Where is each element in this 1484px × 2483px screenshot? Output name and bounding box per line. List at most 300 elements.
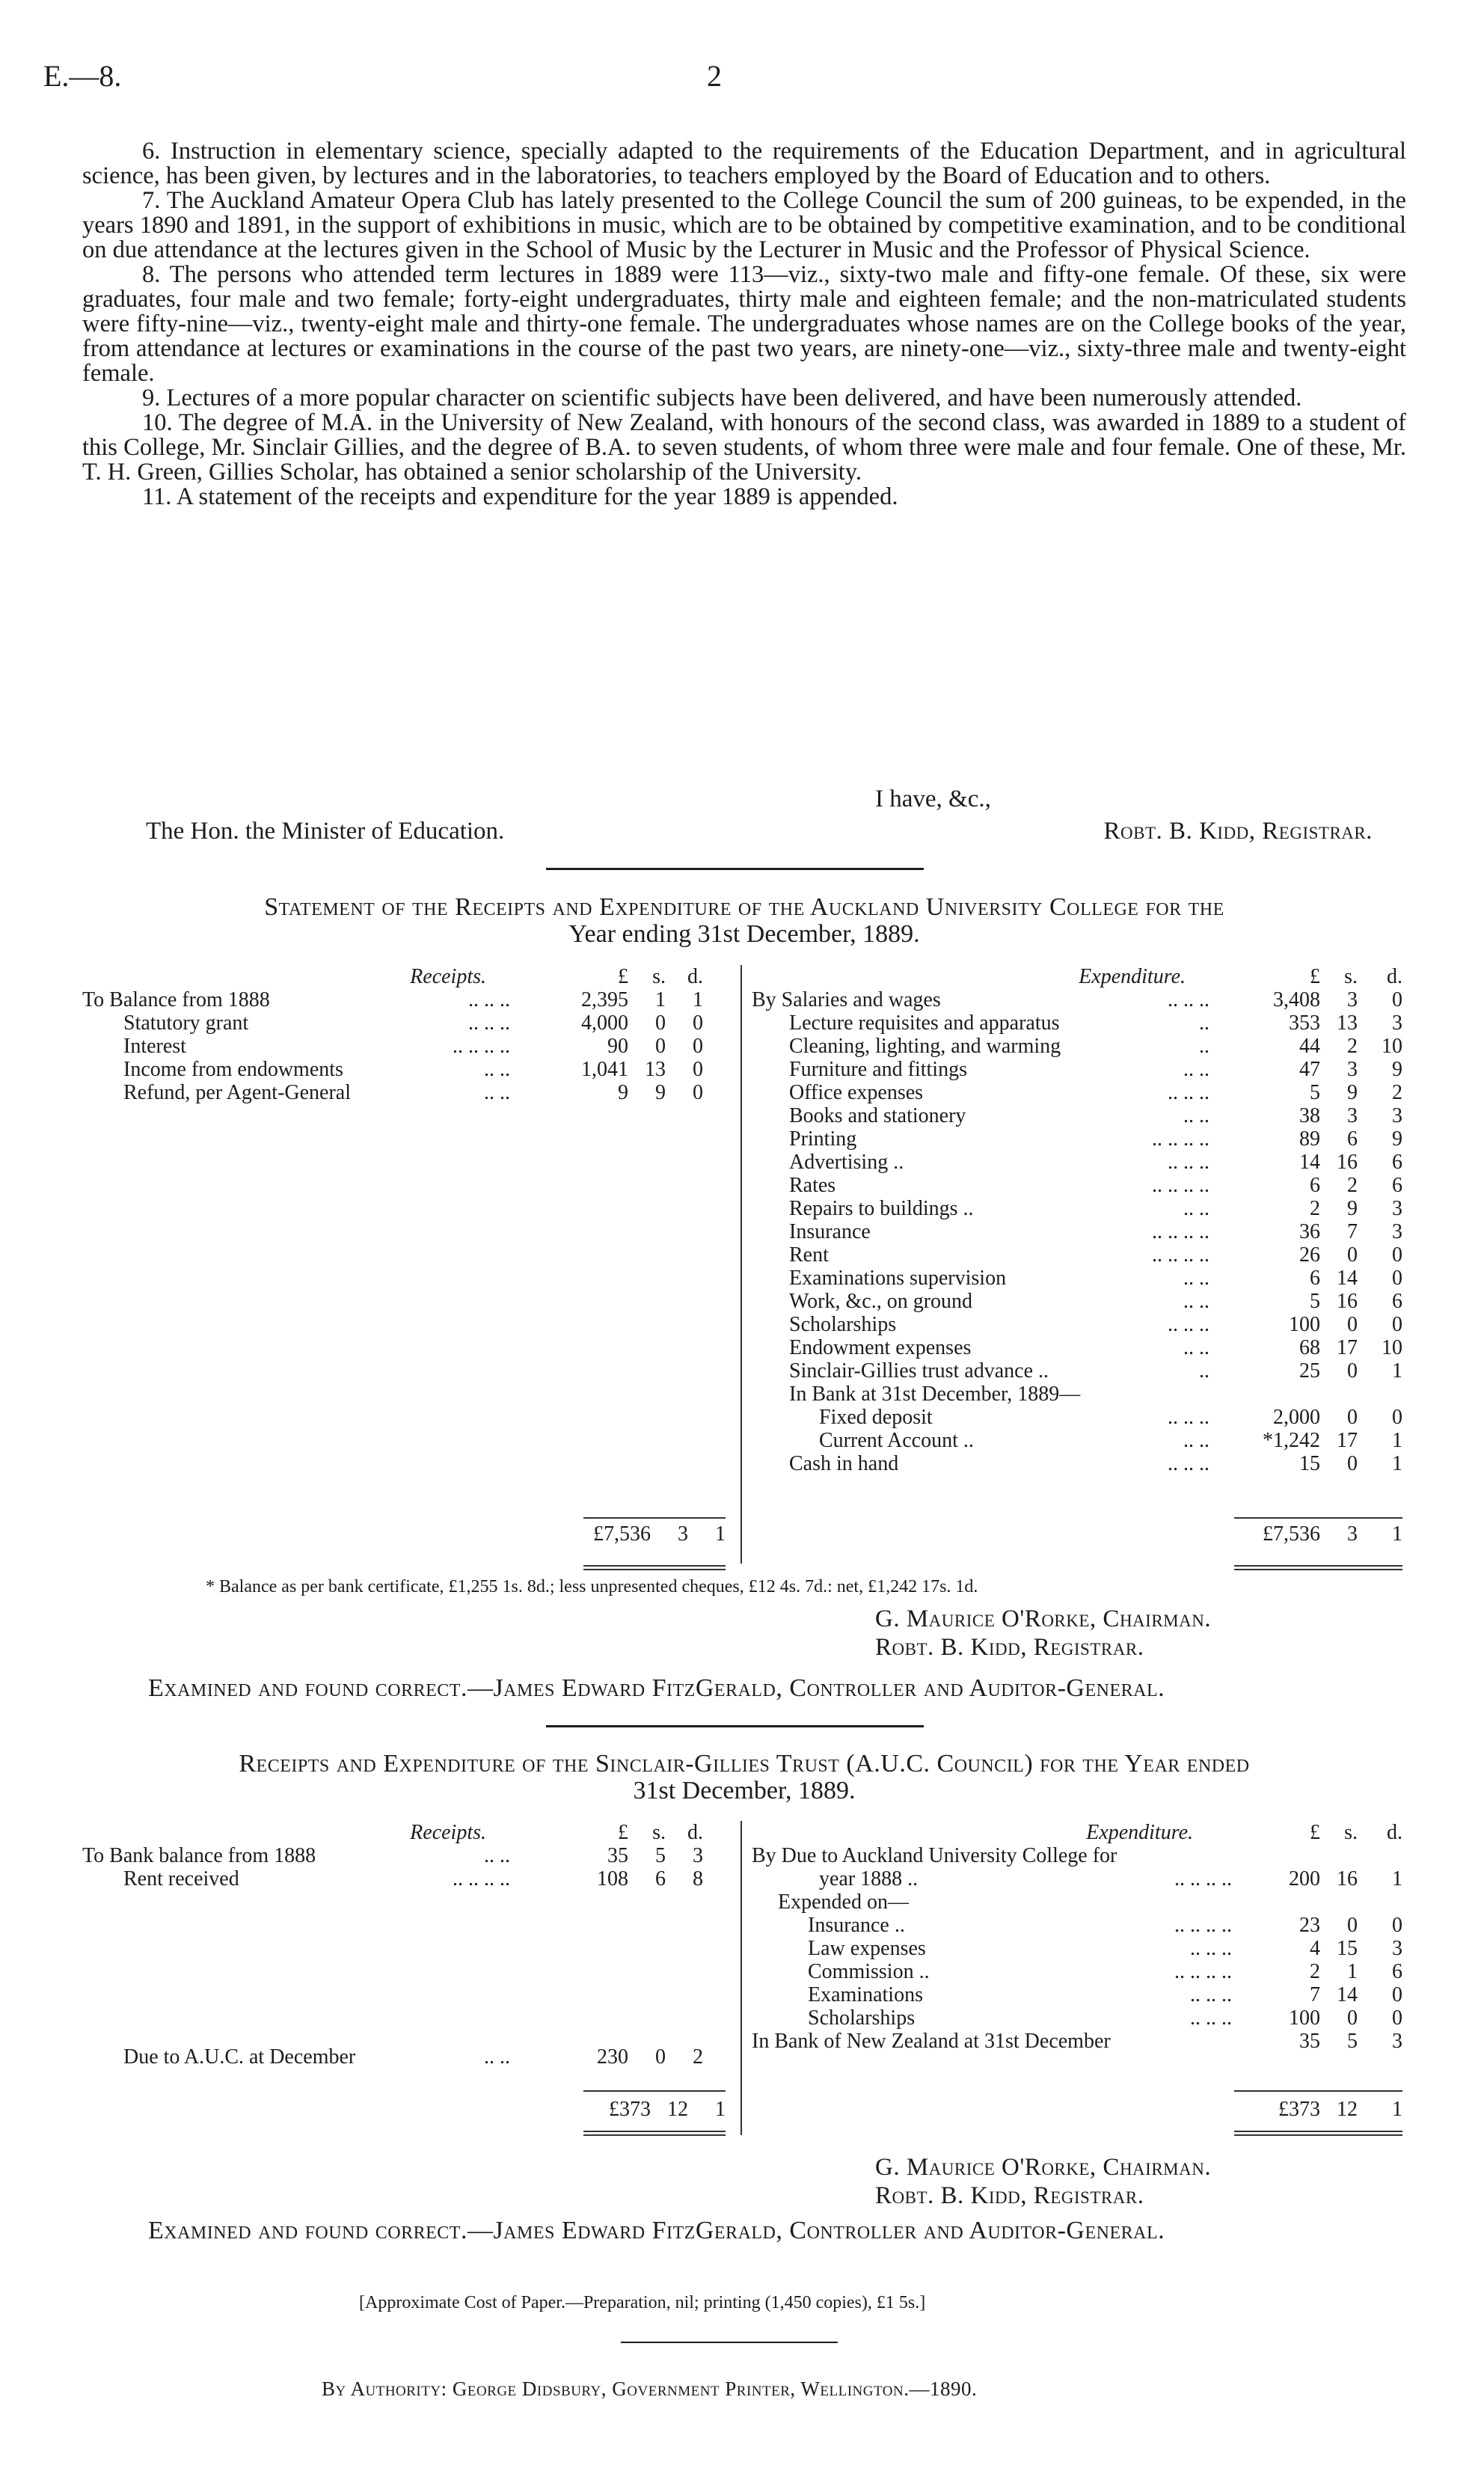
amount-pence: 0 (1392, 1914, 1402, 1937)
row-label: Advertising .. (789, 1151, 904, 1174)
amount-shillings: 5 (1347, 2030, 1358, 2053)
col-pence: d. (1387, 965, 1402, 988)
col-shillings: s. (652, 965, 666, 988)
page-header (0, 58, 1484, 103)
amount-pounds: 25 (1299, 1359, 1320, 1383)
row-label: Income from endowments (123, 1058, 343, 1081)
row-label: Current Account .. (819, 1429, 974, 1452)
amount-pounds: 2 (1310, 1197, 1320, 1220)
footnote: * Balance as per bank certificate, £1,255 1s. 8d.; less unpresented cheques, £12 4s. 7d.: net, £1,242 17s. 1d. (206, 1577, 978, 1596)
printer-imprint: By Authority: George Didsbury, Government Printer, Wellington.—1890. (322, 2378, 978, 2400)
row-label: Books and stationery (789, 1104, 966, 1127)
amount-pence: 3 (1392, 1197, 1402, 1220)
amount-pence: 9 (1392, 1127, 1402, 1151)
table-row (752, 1983, 1402, 2006)
leader-dots: .. .. .. .. (1174, 1960, 1232, 1983)
chairman-signature: G. Maurice O'Rorke, Chairman. (875, 1605, 1212, 1632)
amount-shillings: 1 (1347, 1960, 1358, 1983)
total-shillings: 12 (667, 2098, 688, 2121)
receipts-total (546, 2098, 726, 2122)
col-pence: d. (687, 1821, 703, 1844)
leader-dots: .. .. (1183, 1104, 1209, 1127)
amount-pence: 3 (693, 1844, 703, 1867)
amount-pence: 0 (1392, 988, 1402, 1011)
leader-dots: .. .. .. (1190, 1983, 1232, 2006)
receipts-heading: Receipts. (410, 965, 486, 988)
amount-pence: 1 (1392, 1452, 1402, 1475)
row-label: Fixed deposit (819, 1406, 933, 1429)
section-divider (546, 1725, 924, 1727)
amount-shillings: 6 (1347, 1127, 1358, 1151)
leader-dots: .. .. .. .. (1152, 1220, 1209, 1243)
leader-dots: .. .. (1183, 1267, 1209, 1290)
expenditure-total-rule-bottom-double (1234, 2134, 1402, 2136)
statement2-title-line1: Receipts and Expenditure of the Sinclair-Gillies Trust (A.U.C. Council) for the Year ended (239, 1750, 1250, 1778)
due-pence: 2 (693, 2045, 703, 2069)
table-row (752, 1290, 1402, 1313)
row-label: Cleaning, lighting, and warming (789, 1035, 1061, 1058)
cost-of-paper-note: [Approximate Cost of Paper.—Preparation, nil; printing (1,450 copies), £1 5s.] (359, 2293, 926, 2312)
table-row (752, 1267, 1402, 1290)
amount-shillings: 7 (1347, 1220, 1358, 1243)
table-row (752, 1336, 1402, 1359)
table-row (752, 1844, 1402, 1867)
receipts-total (546, 1522, 726, 1546)
row-label: Examinations supervision (789, 1267, 1007, 1290)
amount-pounds: 15 (1299, 1452, 1320, 1475)
amount-pence: 0 (1392, 1243, 1402, 1267)
total-pounds: £373 (1278, 2098, 1320, 2121)
report-paragraphs (82, 139, 1406, 509)
leader-dots: .. .. .. (468, 988, 510, 1011)
amount-shillings: 0 (1347, 1914, 1358, 1937)
table-row (82, 1011, 726, 1035)
registrar-signature: Robt. B. Kidd, Registrar. (875, 1634, 1144, 1661)
table-row (752, 1035, 1402, 1058)
col-pounds: £ (1310, 965, 1320, 988)
row-label: Insurance (789, 1220, 871, 1243)
leader-dots: .. .. (484, 1081, 510, 1104)
leader-dots: .. .. (1183, 1336, 1209, 1359)
amount-pounds: 9 (618, 1081, 628, 1104)
table-row (82, 1058, 726, 1081)
table-row (82, 1035, 726, 1058)
row-label: In Bank at 31st December, 1889— (789, 1383, 1081, 1406)
amount-pence: 3 (1392, 1937, 1402, 1960)
expenditure-total (1215, 2098, 1402, 2122)
paragraph: 9. Lectures of a more popular character on scientific subjects have been delivered, and have been numerously attended. (142, 385, 1302, 411)
leader-dots: .. .. .. .. (1152, 1127, 1209, 1151)
table-row (752, 1197, 1402, 1220)
amount-shillings (1320, 1844, 1358, 1867)
amount-pence: 0 (693, 1058, 703, 1081)
col-pence: d. (1387, 1821, 1402, 1844)
amount-shillings: 17 (1337, 1336, 1358, 1359)
row-label: By Due to Auckland University College for (752, 1844, 1117, 1867)
table-row (752, 1406, 1402, 1429)
amount-pence: 0 (1392, 1267, 1402, 1290)
amount-pounds: 108 (597, 1867, 628, 1890)
table-row (752, 988, 1402, 1011)
amount-shillings: 0 (1347, 1313, 1358, 1336)
statement2-receipts (82, 1821, 726, 2121)
paragraph: 6. Instruction in elementary science, specially adapted to the requirements of the Education Department, and in agricultural science, has been given, by lectures and in the laboratories, to teachers employed by the Board of Education and to others. (82, 138, 1406, 189)
leader-dots: .. .. .. (1168, 1313, 1209, 1336)
leader-dots: .. .. (1183, 1197, 1209, 1220)
amount-pounds: 14 (1299, 1151, 1320, 1174)
amount-pounds: 89 (1299, 1127, 1320, 1151)
table-row (752, 2030, 1402, 2053)
row-label: In Bank of New Zealand at 31st December (752, 2030, 1111, 2053)
amount-pounds: 100 (1289, 1313, 1320, 1336)
amount-pence: 3 (1392, 1011, 1402, 1035)
table-row (752, 1104, 1402, 1127)
col-pounds: £ (618, 965, 628, 988)
leader-dots: .. .. .. (1168, 1452, 1209, 1475)
amount-pence (1358, 1890, 1402, 1914)
receipts-total-rule-bottom (583, 1565, 726, 1567)
column-divider (741, 965, 742, 1564)
amount-shillings: 14 (1337, 1267, 1358, 1290)
expenditure-total-rule-bottom (1234, 2131, 1402, 2132)
paragraph: 7. The Auckland Amateur Opera Club has lately presented to the College Council the sum of 200 guineas, to be expended, in the years 1890 and 1891, in the support of exhibitions in music, which are to be obtained by competitive examination, and to be conditional on due attendance at the lectures given in the School of Music by the Lecturer in Music and the Professor of Physical Science. (82, 187, 1406, 263)
amount-pence: 0 (693, 1035, 703, 1058)
leader-dots: .. .. .. .. (1174, 1914, 1232, 1937)
amount-pounds: 90 (607, 1035, 628, 1058)
amount-shillings: 3 (1347, 1058, 1358, 1081)
amount-pence: 3 (1392, 2030, 1402, 2053)
row-label: Statutory grant (123, 1011, 249, 1035)
leader-dots: .. .. (484, 2045, 510, 2069)
amount-pence: 10 (1382, 1336, 1402, 1359)
table-row (752, 1127, 1402, 1151)
amount-shillings: 16 (1337, 1290, 1358, 1313)
signatory: Robt. B. Kidd, Registrar. (1103, 818, 1373, 845)
amount-pence: 2 (1392, 1081, 1402, 1104)
footer-divider (621, 2342, 838, 2343)
amount-pounds: 5 (1310, 1081, 1320, 1104)
row-label: Rent received (123, 1867, 239, 1890)
amount-pounds: 353 (1289, 1011, 1320, 1035)
amount-shillings: 16 (1337, 1151, 1358, 1174)
amount-pounds: 35 (607, 1844, 628, 1867)
total-pounds: £7,536 (1263, 1522, 1320, 1546)
row-label: Examinations (808, 1983, 923, 2006)
paragraph: 8. The persons who attended term lectures in 1889 were 113—viz., sixty-two male and fifty-one female. Of these, six were graduates, four male and two female; forty-eight undergraduates, thirty male and eighteen female; and the non-matriculated students were fifty-nine—viz., twenty-eight male and thirty-one female. The undergraduates whose names are on the College books of the year, from attendance at lectures or examinations in the course of the past two years, are ninety-one—viz., sixty-three male and twenty-eight female. (82, 261, 1406, 387)
amount-pounds (1238, 1890, 1320, 1914)
page-number: 2 (707, 59, 722, 93)
expenditure-heading: Expenditure. (1079, 965, 1186, 988)
leader-dots: .. .. (1183, 1058, 1209, 1081)
due-row (82, 2045, 726, 2069)
total-pounds: £7,536 (593, 1522, 651, 1546)
total-shillings: 3 (678, 1522, 688, 1546)
amount-shillings: 1 (655, 988, 666, 1011)
amount-pence: 0 (693, 1081, 703, 1104)
chairman-signature: G. Maurice O'Rorke, Chairman. (875, 2154, 1212, 2181)
signatures2 (875, 2153, 1211, 2210)
amount-pence: 6 (1392, 1290, 1402, 1313)
col-shillings: s. (1344, 1821, 1358, 1844)
table-row (752, 1867, 1402, 1890)
i-have: I have, &c., (875, 786, 991, 812)
leader-dots: .. .. (484, 1058, 510, 1081)
leader-dots: .. .. .. (1168, 1406, 1209, 1429)
amount-shillings: 17 (1337, 1429, 1358, 1452)
leader-dots: .. .. .. (1168, 1151, 1209, 1174)
table-row (752, 1243, 1402, 1267)
table-row (752, 1383, 1402, 1406)
total-pence: 1 (715, 1522, 726, 1546)
expenditure-total-rule-bottom (1234, 1565, 1402, 1567)
statement1-title-line1: Statement of the Receipts and Expenditure of the Auckland University College for the (264, 893, 1224, 921)
amount-pounds: 4,000 (581, 1011, 628, 1035)
total-shillings: 12 (1337, 2098, 1358, 2121)
row-label: Scholarships (789, 1313, 897, 1336)
row-label: Cash in hand (789, 1452, 899, 1475)
paragraph: 10. The degree of M.A. in the University of New Zealand, with honours of the second class, was awarded in 1889 to a student of this College, Mr. Sinclair Gillies, and the degree of B.A. to seven students, of whom three were male and four female. One of these, Mr. T. H. Green, Gillies Scholar, has obtained a senior scholarship of the University. (82, 409, 1406, 486)
receipts-heading: Receipts. (410, 1821, 486, 1844)
row-label: Sinclair-Gillies trust advance .. (789, 1359, 1049, 1383)
table-row (752, 1151, 1402, 1174)
amount-shillings: 14 (1337, 1983, 1358, 2006)
leader-dots: .. .. .. .. (1152, 1243, 1209, 1267)
expenditure-total (1215, 1522, 1402, 1546)
amount-shillings: 16 (1337, 1867, 1358, 1890)
table-row (752, 2006, 1402, 2030)
row-label: Expended on— (778, 1890, 909, 1914)
row-label: Rent (789, 1243, 829, 1267)
amount-pounds: 200 (1289, 1867, 1320, 1890)
row-label: Endowment expenses (789, 1336, 972, 1359)
table-row (752, 1359, 1402, 1383)
col-pence: d. (687, 965, 703, 988)
amount-pounds: 1,041 (581, 1058, 628, 1081)
receipts-total-rule-bottom-double (583, 2134, 726, 2136)
row-label: Refund, per Agent-General (123, 1081, 351, 1104)
amount-shillings (1320, 1383, 1358, 1406)
letter-closing (82, 786, 1406, 845)
table-row (752, 1313, 1402, 1336)
col-pounds: £ (1310, 1821, 1320, 1844)
statement2-expenditure (752, 1821, 1402, 2121)
amount-pounds: 7 (1310, 1983, 1320, 2006)
expenditure-heading: Expenditure. (1086, 1821, 1193, 1844)
row-label: Repairs to buildings .. (789, 1197, 974, 1220)
expenditure-total-rule-top (1234, 1517, 1402, 1519)
table-row (752, 1937, 1402, 1960)
table-row (82, 1867, 726, 1890)
amount-pounds: 100 (1289, 2006, 1320, 2030)
table-row (752, 1058, 1402, 1081)
amount-shillings: 9 (1347, 1081, 1358, 1104)
amount-pounds: 44 (1299, 1035, 1320, 1058)
amount-shillings: 3 (1347, 1104, 1358, 1127)
examined-note: Examined and found correct.—James Edward FitzGerald, Controller and Auditor-General. (148, 2217, 1165, 2244)
amount-shillings: 9 (655, 1081, 666, 1104)
row-label: Insurance .. (808, 1914, 905, 1937)
amount-pounds: 47 (1299, 1058, 1320, 1081)
amount-pounds: *1,242 (1263, 1429, 1320, 1452)
amount-pounds: 38 (1299, 1104, 1320, 1127)
amount-pence: 6 (1392, 1174, 1402, 1197)
table-row (752, 1960, 1402, 1983)
amount-shillings: 13 (1337, 1011, 1358, 1035)
expenditure-total-rule-bottom-double (1234, 1569, 1402, 1570)
amount-pounds: 36 (1299, 1220, 1320, 1243)
paragraph: 11. A statement of the receipts and expenditure for the year 1889 is appended. (142, 483, 898, 510)
amount-shillings: 0 (1347, 1243, 1358, 1267)
amount-shillings: 2 (1347, 1174, 1358, 1197)
section-divider (546, 868, 924, 870)
amount-shillings: 6 (655, 1867, 666, 1890)
total-pence: 1 (1392, 1522, 1402, 1546)
amount-shillings: 0 (1347, 1452, 1358, 1475)
table-row (82, 1081, 726, 1104)
leader-dots: .. .. .. .. (453, 1867, 510, 1890)
row-label: Furniture and fittings (789, 1058, 967, 1081)
table-row (82, 988, 726, 1011)
row-label: To Balance from 1888 (82, 988, 270, 1011)
amount-pounds: 5 (1310, 1290, 1320, 1313)
receipts-total-rule-bottom (583, 2131, 726, 2132)
total-pence: 1 (1392, 2098, 1402, 2121)
receipts-total-rule-top (583, 2090, 726, 2092)
amount-shillings: 5 (655, 1844, 666, 1867)
amount-pounds (1238, 1844, 1320, 1867)
amount-shillings: 0 (655, 1011, 666, 1035)
expenditure-total-rule-top (1234, 2090, 1402, 2092)
amount-pence: 10 (1382, 1035, 1402, 1058)
leader-dots: .. .. (1183, 1290, 1209, 1313)
amount-shillings: 0 (1347, 1359, 1358, 1383)
amount-pence: 0 (693, 1011, 703, 1035)
amount-shillings: 0 (655, 1035, 666, 1058)
amount-shillings: 0 (1347, 1406, 1358, 1429)
row-label: year 1888 .. (819, 1867, 919, 1890)
statement1-title (82, 894, 1406, 948)
table-row (752, 1429, 1402, 1452)
row-label: To Bank balance from 1888 (82, 1844, 316, 1867)
due-shillings: 0 (655, 2045, 666, 2069)
total-pounds: £373 (609, 2098, 651, 2121)
amount-shillings: 0 (1347, 2006, 1358, 2030)
statement1-receipts (82, 965, 726, 1546)
amount-pounds: 4 (1310, 1937, 1320, 1960)
row-label: By Salaries and wages (752, 988, 941, 1011)
table-row (752, 1011, 1402, 1035)
col-shillings: s. (652, 1821, 666, 1844)
row-label: Lecture requisites and apparatus (789, 1011, 1060, 1035)
amount-pence: 3 (1392, 1104, 1402, 1127)
signatures1 (875, 1605, 1211, 1662)
amount-pence: 8 (693, 1867, 703, 1890)
leader-dots: .. .. (1183, 1429, 1209, 1452)
addressee: The Hon. the Minister of Education. (146, 818, 505, 845)
table-row (752, 1220, 1402, 1243)
table-row (752, 1081, 1402, 1104)
amount-shillings: 3 (1347, 988, 1358, 1011)
amount-pounds: 2 (1310, 1960, 1320, 1983)
table-row (82, 1844, 726, 1867)
receipts-total-rule-bottom-double (583, 1569, 726, 1570)
row-label: Law expenses (808, 1937, 926, 1960)
amount-pence: 6 (1392, 1151, 1402, 1174)
amount-shillings: 15 (1337, 1937, 1358, 1960)
statement2-title-line2: 31st December, 1889. (633, 1777, 856, 1804)
amount-pence: 0 (1392, 1313, 1402, 1336)
amount-pence: 1 (693, 988, 703, 1011)
due-pounds: 230 (597, 2045, 628, 2069)
amount-pounds: 2,395 (581, 988, 628, 1011)
amount-pounds: 2,000 (1273, 1406, 1320, 1429)
leader-dots: .. (1199, 1359, 1209, 1383)
amount-pence: 9 (1392, 1058, 1402, 1081)
leader-dots: .. (1199, 1035, 1209, 1058)
col-shillings: s. (1344, 965, 1358, 988)
amount-pence: 0 (1392, 1983, 1402, 2006)
amount-shillings: 13 (645, 1058, 666, 1081)
row-label: Rates (789, 1174, 836, 1197)
amount-pounds: 23 (1299, 1914, 1320, 1937)
amount-pounds: 3,408 (1273, 988, 1320, 1011)
total-pence: 1 (715, 2098, 726, 2121)
amount-pence: 0 (1392, 2006, 1402, 2030)
amount-pence: 1 (1392, 1867, 1402, 1890)
total-shillings: 3 (1347, 1522, 1358, 1546)
row-label: Scholarships (808, 2006, 916, 2030)
statement2-title (82, 1751, 1406, 1804)
amount-shillings: 2 (1347, 1035, 1358, 1058)
table-row (752, 1452, 1402, 1475)
amount-pounds: 6 (1310, 1267, 1320, 1290)
leader-dots: .. (1199, 1011, 1209, 1035)
registrar-signature: Robt. B. Kidd, Registrar. (875, 2182, 1144, 2209)
leader-dots: .. .. .. (1190, 2006, 1232, 2030)
amount-shillings (1320, 1890, 1358, 1914)
leader-dots: .. .. .. .. (453, 1035, 510, 1058)
col-pounds: £ (618, 1821, 628, 1844)
amount-pence (1358, 1844, 1402, 1867)
document-code: E.—8. (43, 59, 122, 93)
leader-dots: .. .. .. (468, 1011, 510, 1035)
table-row (752, 1174, 1402, 1197)
row-label: Printing (789, 1127, 857, 1151)
receipts-total-rule-top (583, 1517, 726, 1519)
amount-pence: 1 (1392, 1429, 1402, 1452)
amount-pounds: 26 (1299, 1243, 1320, 1267)
leader-dots: .. .. .. (1168, 1081, 1209, 1104)
statement1-title-line2: Year ending 31st December, 1889. (568, 920, 920, 948)
amount-pence: 1 (1392, 1359, 1402, 1383)
amount-pounds: 68 (1299, 1336, 1320, 1359)
leader-dots: .. .. .. .. (1152, 1174, 1209, 1197)
row-label: Commission .. (808, 1960, 930, 1983)
leader-dots: .. .. .. .. (1174, 1867, 1232, 1890)
row-label: Work, &c., on ground (789, 1290, 973, 1313)
table-row (752, 1890, 1402, 1914)
examined-note: Examined and found correct.—James Edward FitzGerald, Controller and Auditor-General. (148, 1674, 1165, 1702)
column-divider (741, 1821, 742, 2135)
amount-pounds: 6 (1310, 1174, 1320, 1197)
leader-dots: .. .. .. (1168, 988, 1209, 1011)
amount-shillings: 9 (1347, 1197, 1358, 1220)
leader-dots: .. .. (484, 1844, 510, 1867)
amount-pounds (1215, 1383, 1320, 1406)
amount-pence: 3 (1392, 1220, 1402, 1243)
due-label: Due to A.U.C. at December (123, 2045, 356, 2069)
statement1-expenditure (752, 965, 1402, 1546)
